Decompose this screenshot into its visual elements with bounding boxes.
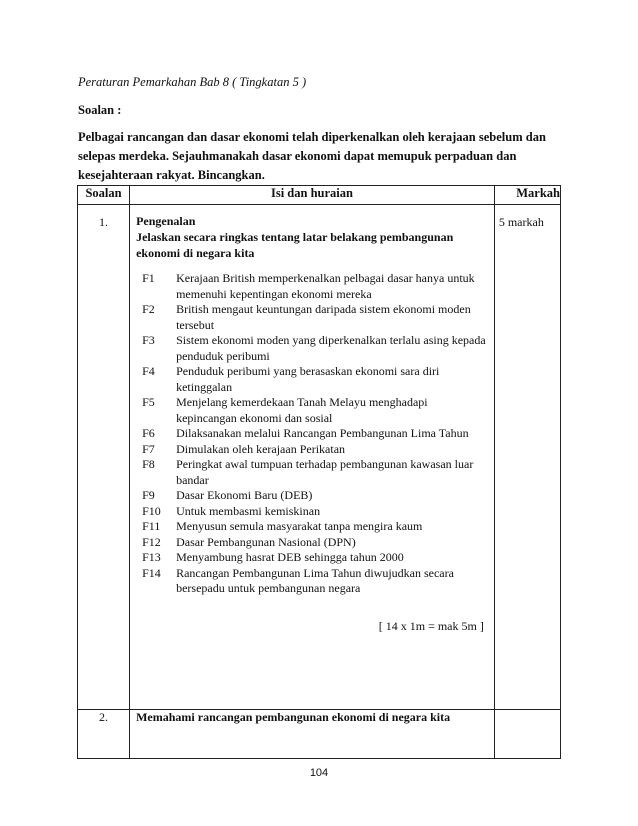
- page-number: 104: [309, 767, 329, 779]
- marks-value: 5 markah: [494, 205, 560, 710]
- section-title: Memahami rancangan pembangunan ekonomi di negara kita: [130, 710, 495, 759]
- fact-list: [136, 271, 488, 597]
- list-item: [136, 519, 488, 535]
- fact-code: F2: [142, 302, 155, 316]
- fact-code: F14: [142, 565, 161, 580]
- fact-text: Menyusun semula masyarakat tanpa mengira kaum: [176, 519, 423, 533]
- fact-text: Peringkat awal tumpuan terhadap pembangunan kawasan luar bandar: [176, 457, 474, 487]
- list-item: [136, 302, 488, 333]
- fact-code: F4: [142, 364, 155, 378]
- fact-code: F13: [142, 550, 161, 564]
- fact-code: F7: [142, 441, 155, 456]
- fact-text: Dasar Pembangunan Nasional (DPN): [176, 534, 356, 549]
- list-item: [136, 550, 488, 566]
- fact-text: Dasar Ekonomi Baru (DEB): [176, 488, 313, 502]
- fact-text: Sistem ekonomi moden yang diperkenalkan terlalu asing kepada penduduk peribumi: [176, 333, 486, 363]
- list-item: [136, 442, 488, 458]
- table-row: [78, 205, 561, 710]
- list-item: [136, 333, 488, 364]
- fact-code: F11: [142, 519, 161, 533]
- fact-text: Kerajaan British memperkenalkan pelbagai dasar hanya untuk memenuhi kepentingan ekonomi mereka: [176, 271, 475, 301]
- list-item: [136, 566, 488, 597]
- question-number: 1.: [78, 205, 130, 710]
- fact-code: F3: [142, 333, 155, 347]
- document-header: Peraturan Pemarkahan Bab 8 ( Tingkatan 5 ): [78, 75, 307, 89]
- section-subtitle: Jelaskan secara ringkas tentang latar belakang pembangunan ekonomi di negara kita: [136, 230, 454, 260]
- fact-code: F5: [142, 395, 155, 409]
- marks-value: [494, 710, 560, 759]
- fact-code: F8: [142, 457, 155, 471]
- fact-code: F12: [142, 534, 161, 549]
- list-item: [136, 535, 488, 551]
- content-cell: [130, 205, 495, 710]
- section-title: Pengenalan: [136, 214, 196, 228]
- fact-text: Menjelang kemerdekaan Tanah Melayu menghadapi kepincangan ekonomi dan sosial: [176, 395, 428, 425]
- fact-text: British mengaut keuntungan daripada sistem ekonomi moden tersebut: [176, 302, 471, 332]
- table-row: [78, 710, 561, 759]
- list-item: [136, 364, 488, 395]
- fact-text: Menyambung hasrat DEB sehingga tahun 2000: [176, 550, 404, 564]
- list-item: [136, 504, 488, 520]
- question-number: 2.: [78, 710, 130, 759]
- header-markah: Markah: [494, 186, 560, 205]
- header-soalan: Soalan: [78, 186, 130, 205]
- fact-text: Rancangan Pembangunan Lima Tahun diwujudkan secara bersepadu untuk pembangunan negara: [176, 565, 454, 595]
- fact-code: F10: [142, 503, 161, 518]
- question-label: Soalan :: [78, 103, 122, 117]
- table-header-row: [78, 186, 561, 205]
- marks-summary: [ 14 x 1m = mak 5m ]: [378, 618, 484, 633]
- list-item: [136, 395, 488, 426]
- fact-text: Penduduk peribumi yang berasaskan ekonomi sara diri ketinggalan: [176, 364, 440, 394]
- fact-code: F1: [142, 271, 155, 285]
- fact-text: Untuk membasmi kemiskinan: [176, 503, 321, 518]
- list-item: [136, 426, 488, 442]
- fact-code: F9: [142, 488, 155, 502]
- fact-text: Dimulakan oleh kerajaan Perikatan: [176, 441, 346, 456]
- list-item: [136, 271, 488, 302]
- marking-scheme-table: [77, 185, 561, 759]
- list-item: [136, 488, 488, 504]
- header-isi-dan-huraian: Isi dan huraian: [130, 186, 495, 205]
- question-text: Pelbagai rancangan dan dasar ekonomi telah diperkenalkan oleh kerajaan sebelum dan selepas merdeka. Sejauhmanakah dasar ekonomi dapat memupuk perpaduan dan kesejahteraan rakyat. Bincangkan.: [78, 130, 546, 182]
- list-item: [136, 457, 488, 488]
- fact-code: F6: [142, 426, 155, 440]
- fact-text: Dilaksanakan melalui Rancangan Pembangunan Lima Tahun: [176, 426, 469, 440]
